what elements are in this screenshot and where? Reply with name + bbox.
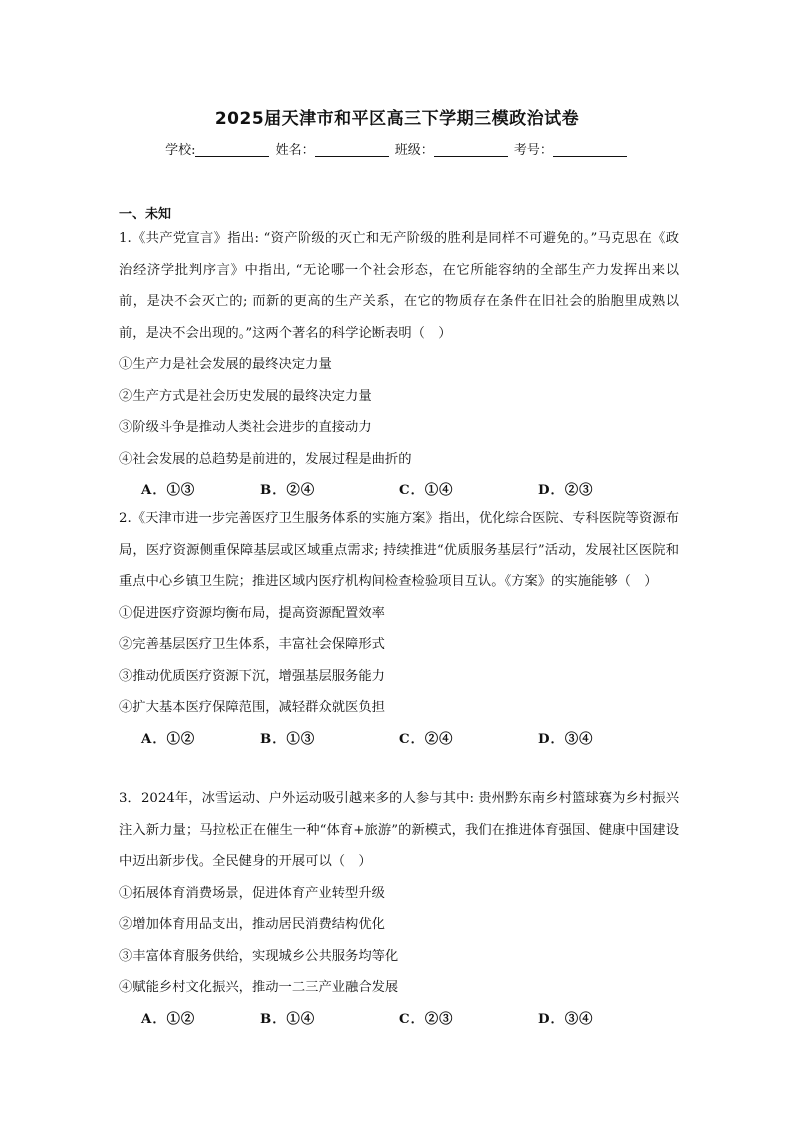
option-d: D．③④: [538, 731, 594, 747]
section-heading: 一、未知: [119, 207, 172, 222]
option-d: D．③④: [538, 1011, 594, 1027]
number-blank: [553, 143, 627, 157]
statement-item: ③推动优质医疗资源下沉，增强基层服务能力: [119, 668, 385, 684]
statement-item: ④扩大基本医疗保障范围，减轻群众就医负担: [119, 700, 385, 715]
answer-options: [119, 475, 679, 507]
answer-options: [119, 724, 679, 756]
question-stem: 3．2024年，冰雪运动、户外运动吸引越来多的人参与其中: 贵州黔东南乡村篮球赛为乡村振兴注入新力量；马拉松正在催生一种“体育+旅游”的新模式，我们在推进体育强国、健康中国建设中迈出新步伐。全民健身的开展可以（ ）: [119, 791, 679, 869]
school-blank: [195, 143, 269, 157]
name-blank: [315, 143, 389, 157]
answer-options: [119, 1004, 679, 1036]
school-label: 学校:: [165, 143, 196, 158]
option-a: A．①③: [141, 483, 196, 498]
question-stem: 1.《共产党宣言》指出: “资产阶级的灭亡和无产阶级的胜利是同样不可避免的。”马克思在《政治经济学批判序言》中指出, “无论哪一个社会形态，在它所能容纳的全部生产力发挥出来以前，是决不会灭亡的; 而新的更高的生产关系，在它的物质存在条件在旧社会的胎胞里成熟以前，是决不会出现的。”这两个著名的科学论断表明（ ）: [119, 231, 679, 341]
question-1: [119, 223, 679, 507]
class-blank: [434, 143, 508, 157]
statement-item: ②生产方式是社会历史发展的最终决定力量: [119, 388, 372, 404]
statement-item: ①生产力是社会发展的最终决定力量: [119, 357, 332, 372]
option-b: B．①④: [260, 1011, 316, 1027]
number-label: 考号：: [513, 143, 553, 158]
student-info-line: [0, 139, 794, 158]
statement-item: ②增加体育用品支出，推动居民消费结构优化: [119, 917, 385, 932]
option-b: B．①③: [260, 731, 316, 747]
question-stem: 2.《天津市进一步完善医疗卫生服务体系的实施方案》指出，优化综合医院、专科医院等资源布局，医疗资源侧重保障基层或区域重点需求; 持续推进“优质服务基层行”活动，发展社区医院和重点中心乡镇卫生院；推进区域内医疗机构间检查检验项目互认。《方案》的实施能够（ ）: [119, 511, 679, 589]
statement-item: ④社会发展的总趋势是前进的，发展过程是曲折的: [119, 451, 412, 467]
statement-item: ③阶级斗争是推动人类社会进步的直接动力: [119, 420, 372, 435]
statement-item: ④赋能乡村文化振兴，推动一二三产业融合发展: [119, 980, 399, 995]
option-d: D．②③: [538, 483, 594, 498]
option-c: C．②③: [399, 1011, 454, 1027]
option-c: C．①④: [399, 483, 454, 498]
statement-item: ③丰富体育服务供给，实现城乡公共服务均等化: [119, 948, 399, 964]
option-c: C．②④: [399, 731, 454, 747]
name-label: 姓名：: [275, 143, 315, 158]
exam-title: 2025届天津市和平区高三下学期三模政治试卷: [214, 109, 580, 129]
question-3: [119, 783, 679, 1035]
option-b: B．②④: [260, 483, 316, 498]
question-2: [119, 503, 679, 755]
statement-item: ①促进医疗资源均衡布局，提高资源配置效率: [119, 605, 385, 621]
statement-item: ②完善基层医疗卫生体系，丰富社会保障形式: [119, 637, 385, 652]
statement-item: ①拓展体育消费场景，促进体育产业转型升级: [119, 885, 385, 901]
option-a: A．①②: [141, 731, 196, 747]
option-a: A．①②: [141, 1011, 196, 1027]
class-label: 班级：: [394, 143, 434, 158]
